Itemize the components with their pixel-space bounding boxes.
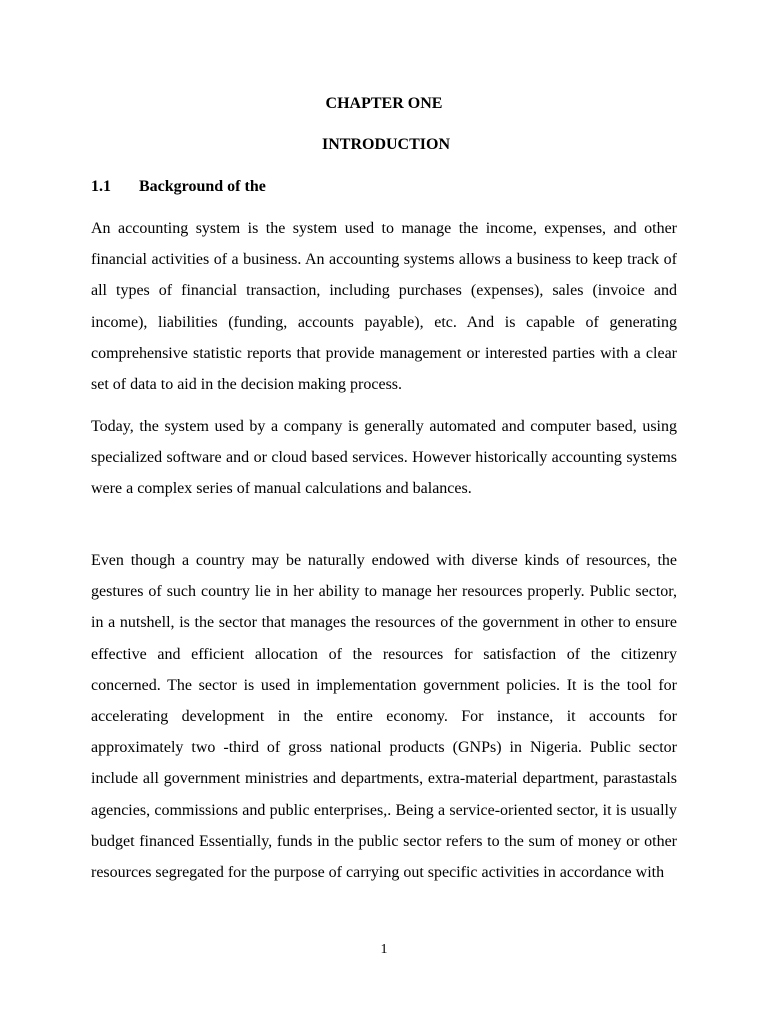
- introduction-title: INTRODUCTION: [321, 136, 450, 153]
- chapter-title: CHAPTER ONE: [325, 95, 443, 112]
- paragraph-accounting-system: An accounting system is the system used to manage the income, expenses, and other financial activities of a business. An accounting systems allows a business to keep track of all types of financial transaction, including purchases (expenses), sales (invoice and income), liabilities (funding, accounts payable), etc. And is capable of generating comprehensive statistic reports that provide management or interested parties with a clear set of data to aid in the decision making process.: [91, 220, 677, 394]
- page-number: 1: [380, 942, 388, 957]
- section-heading: [91, 177, 266, 197]
- paragraph-public-sector: Even though a country may be naturally endowed with diverse kinds of resources, the gestures of such country lie in her ability to manage her resources properly. Public sector, in a nutshell, is the sector that manages the resources of the government in other to ensure effective and efficient allocation of the resources for satisfaction of the citizenry concerned. The sector is used in implementation government policies. It is the tool for accelerating development in the entire economy. For instance, it accounts for approximately two -third of gross national products (GNPs) in Nigeria. Public sector include all government ministries and departments, extra-material department, parastastals agencies, commissions and public enterprises,. Being a service-oriented sector, it is usually budget financed Essentially, funds in the public sector refers to the sum of money or other resources segregated for the purpose of carrying out specific activities in accordance with: [91, 552, 677, 882]
- paragraph-automated-systems: Today, the system used by a company is generally automated and computer based, using specialized software and or cloud based services. However historically accounting systems were a complex series of manual calculations and balances.: [91, 418, 677, 498]
- section-number: 1.1: [91, 178, 111, 195]
- section-title: Background of the: [139, 178, 266, 195]
